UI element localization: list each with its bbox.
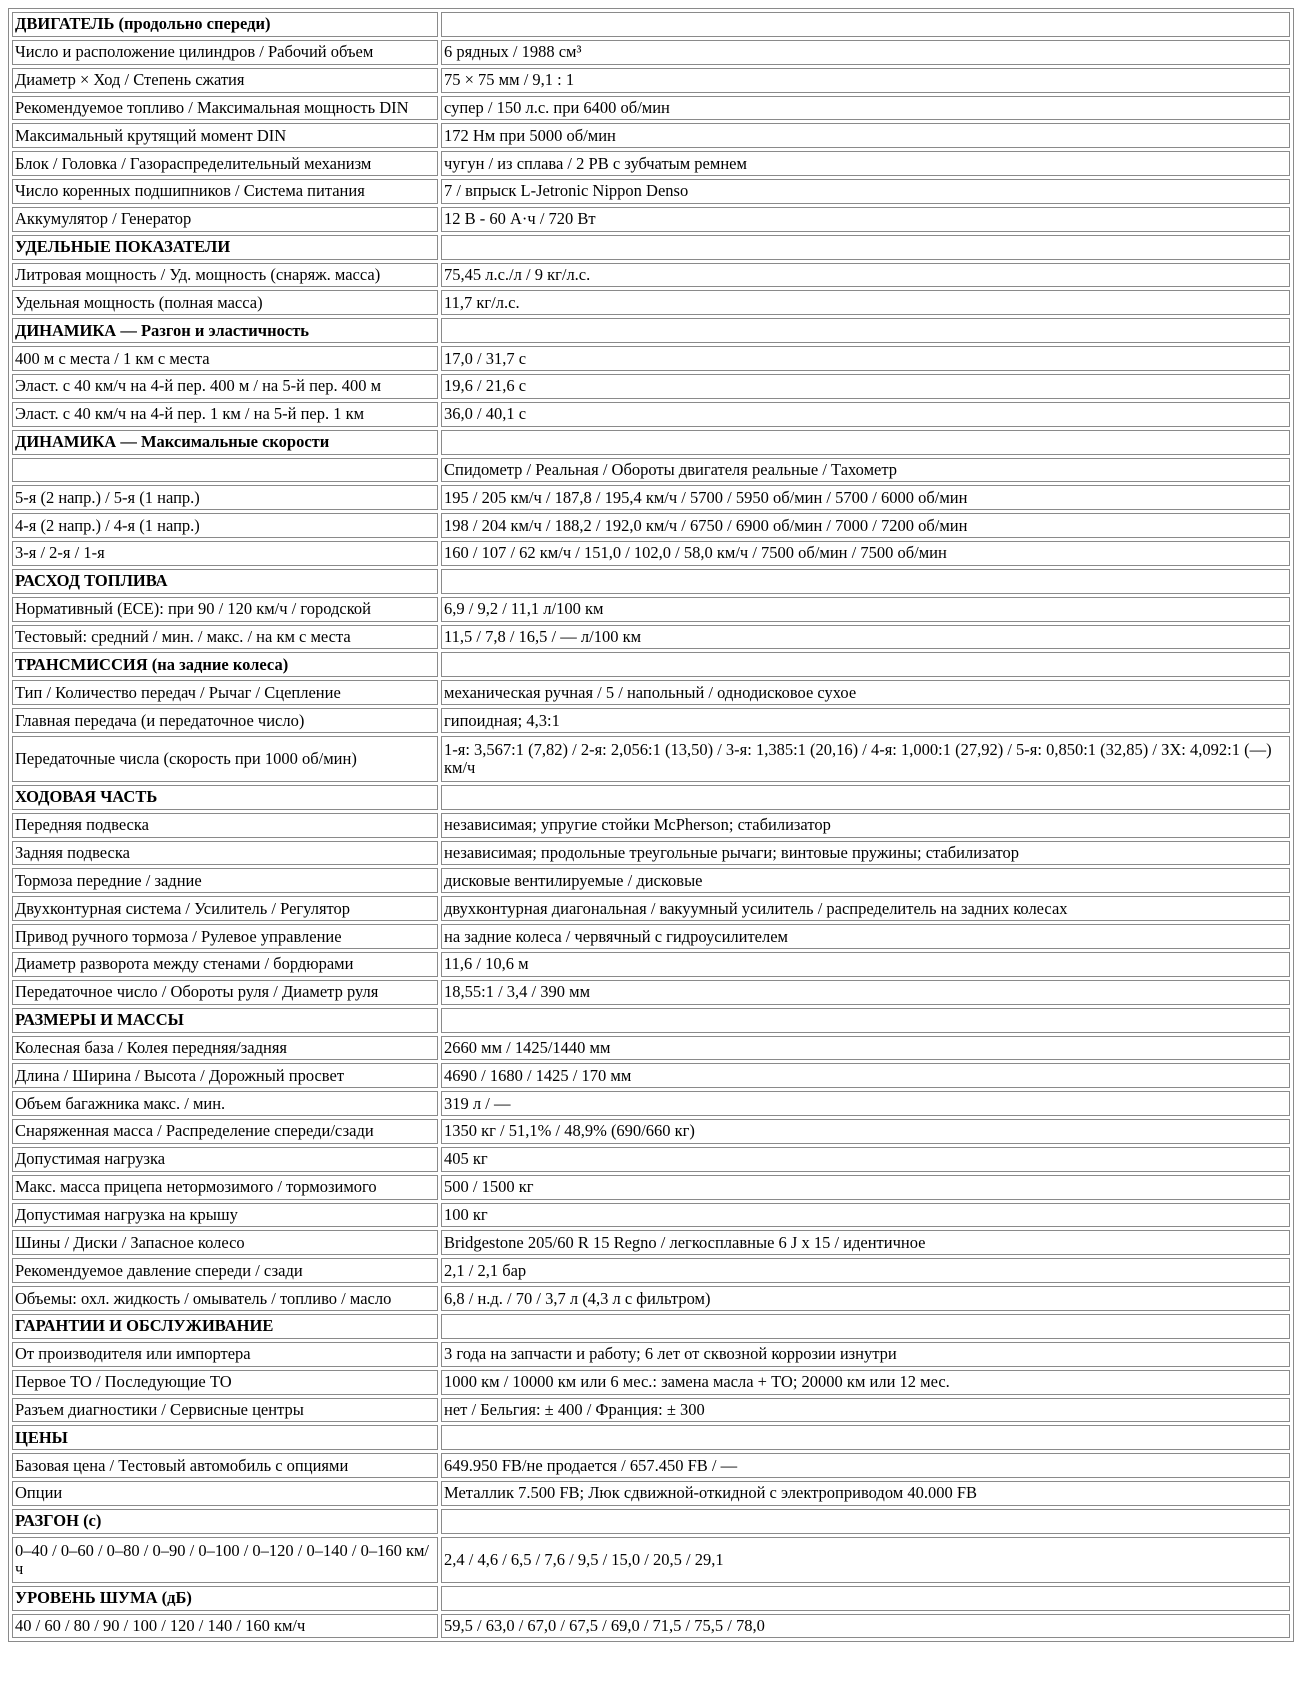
section-header-row bbox=[12, 1314, 1290, 1339]
spec-value: 198 / 204 км/ч / 188,2 / 192,0 км/ч / 6750 / 6900 об/мин / 7000 / 7200 об/мин bbox=[441, 513, 1290, 538]
spec-label: Допустимая нагрузка bbox=[12, 1147, 438, 1172]
spec-value: гипоидная; 4,3:1 bbox=[441, 708, 1290, 733]
section-title: РАСХОД ТОПЛИВА bbox=[12, 569, 438, 594]
table-row bbox=[12, 263, 1290, 288]
section-title: ДВИГАТЕЛЬ (продольно спереди) bbox=[12, 12, 438, 37]
spec-value bbox=[441, 1509, 1290, 1534]
table-row bbox=[12, 123, 1290, 148]
section-header-row bbox=[12, 12, 1290, 37]
spec-value: 59,5 / 63,0 / 67,0 / 67,5 / 69,0 / 71,5 / 75,5 / 78,0 bbox=[441, 1614, 1290, 1639]
spec-value: 195 / 205 км/ч / 187,8 / 195,4 км/ч / 5700 / 5950 об/мин / 5700 / 6000 об/мин bbox=[441, 485, 1290, 510]
section-title: УДЕЛЬНЫЕ ПОКАЗАТЕЛИ bbox=[12, 235, 438, 260]
spec-label: Удельная мощность (полная масса) bbox=[12, 290, 438, 315]
spec-value: 6 рядных / 1988 см³ bbox=[441, 40, 1290, 65]
spec-label: Тестовый: средний / мин. / макс. / на км с места bbox=[12, 625, 438, 650]
table-row bbox=[12, 96, 1290, 121]
spec-value: 12 В - 60 А·ч / 720 Вт bbox=[441, 207, 1290, 232]
table-row bbox=[12, 1481, 1290, 1506]
section-header-row bbox=[12, 1586, 1290, 1611]
spec-value: 11,7 кг/л.с. bbox=[441, 290, 1290, 315]
table-row bbox=[12, 1091, 1290, 1116]
spec-value: 7 / впрыск L-Jetronic Nippon Denso bbox=[441, 179, 1290, 204]
table-row bbox=[12, 1286, 1290, 1311]
table-row bbox=[12, 1258, 1290, 1283]
table-row bbox=[12, 1370, 1290, 1395]
spec-label: 5-я (2 напр.) / 5-я (1 напр.) bbox=[12, 485, 438, 510]
spec-value: 36,0 / 40,1 с bbox=[441, 402, 1290, 427]
table-row bbox=[12, 1175, 1290, 1200]
spec-value bbox=[441, 1425, 1290, 1450]
spec-value: Bridgestone 205/60 R 15 Regno / легкосплавные 6 J x 15 / идентичное bbox=[441, 1230, 1290, 1255]
spec-value: 6,8 / н.д. / 70 / 3,7 л (4,3 л с фильтром) bbox=[441, 1286, 1290, 1311]
table-row bbox=[12, 179, 1290, 204]
spec-label: 0–40 / 0–60 / 0–80 / 0–90 / 0–100 / 0–120 / 0–140 / 0–160 км/ч bbox=[12, 1537, 438, 1583]
spec-label: Рекомендуемое давление спереди / сзади bbox=[12, 1258, 438, 1283]
spec-value: Спидометр / Реальная / Обороты двигателя реальные / Тахометр bbox=[441, 458, 1290, 483]
spec-table bbox=[8, 8, 1294, 1642]
spec-label: Макс. масса прицепа нетормозимого / тормозимого bbox=[12, 1175, 438, 1200]
table-row bbox=[12, 736, 1290, 782]
spec-value: чугун / из сплава / 2 РВ с зубчатым ремнем bbox=[441, 151, 1290, 176]
table-row bbox=[12, 458, 1290, 483]
table-row bbox=[12, 597, 1290, 622]
table-row bbox=[12, 625, 1290, 650]
table-row bbox=[12, 952, 1290, 977]
spec-label: Эласт. с 40 км/ч на 4-й пер. 400 м / на 5-й пер. 400 м bbox=[12, 374, 438, 399]
spec-value: 1350 кг / 51,1% / 48,9% (690/660 кг) bbox=[441, 1119, 1290, 1144]
spec-value: 172 Нм при 5000 об/мин bbox=[441, 123, 1290, 148]
section-title: ДИНАМИКА — Максимальные скорости bbox=[12, 430, 438, 455]
spec-label: Эласт. с 40 км/ч на 4-й пер. 1 км / на 5-й пер. 1 км bbox=[12, 402, 438, 427]
spec-value: 1000 км / 10000 км или 6 мес.: замена масла + ТО; 20000 км или 12 мес. bbox=[441, 1370, 1290, 1395]
spec-label: Рекомендуемое топливо / Максимальная мощность DIN bbox=[12, 96, 438, 121]
table-row bbox=[12, 924, 1290, 949]
spec-label: Длина / Ширина / Высота / Дорожный просвет bbox=[12, 1063, 438, 1088]
table-row bbox=[12, 374, 1290, 399]
section-header-row bbox=[12, 1008, 1290, 1033]
spec-label: 40 / 60 / 80 / 90 / 100 / 120 / 140 / 160 км/ч bbox=[12, 1614, 438, 1639]
spec-value: 500 / 1500 кг bbox=[441, 1175, 1290, 1200]
spec-value: 2,4 / 4,6 / 6,5 / 7,6 / 9,5 / 15,0 / 20,5 / 29,1 bbox=[441, 1537, 1290, 1583]
spec-label: Задняя подвеска bbox=[12, 841, 438, 866]
section-title: ХОДОВАЯ ЧАСТЬ bbox=[12, 785, 438, 810]
section-header-row bbox=[12, 1425, 1290, 1450]
table-row bbox=[12, 513, 1290, 538]
spec-value: 1-я: 3,567:1 (7,82) / 2-я: 2,056:1 (13,50) / 3-я: 1,385:1 (20,16) / 4-я: 1,000:1 (27,92) / 5-я: 0,850:1 (32,85) / ЗХ: 4,092:1 (—) км/ч bbox=[441, 736, 1290, 782]
table-row bbox=[12, 680, 1290, 705]
section-title: РАЗМЕРЫ И МАССЫ bbox=[12, 1008, 438, 1033]
spec-value bbox=[441, 569, 1290, 594]
table-row bbox=[12, 1537, 1290, 1583]
spec-table-body bbox=[12, 12, 1290, 1638]
spec-value: 75,45 л.с./л / 9 кг/л.с. bbox=[441, 263, 1290, 288]
section-header-row bbox=[12, 318, 1290, 343]
table-row bbox=[12, 1036, 1290, 1061]
spec-label: Число коренных подшипников / Система питания bbox=[12, 179, 438, 204]
section-title: УРОВЕНЬ ШУМА (дБ) bbox=[12, 1586, 438, 1611]
spec-value bbox=[441, 318, 1290, 343]
spec-value: 649.950 FB/не продается / 657.450 FB / — bbox=[441, 1453, 1290, 1478]
spec-value: 3 года на запчасти и работу; 6 лет от сквозной коррозии изнутри bbox=[441, 1342, 1290, 1367]
table-row bbox=[12, 541, 1290, 566]
spec-label: Диаметр × Ход / Степень сжатия bbox=[12, 68, 438, 93]
spec-label bbox=[12, 458, 438, 483]
spec-label: Объемы: охл. жидкость / омыватель / топливо / масло bbox=[12, 1286, 438, 1311]
section-title: ДИНАМИКА — Разгон и эластичность bbox=[12, 318, 438, 343]
spec-label: Базовая цена / Тестовый автомобиль с опциями bbox=[12, 1453, 438, 1478]
table-row bbox=[12, 813, 1290, 838]
spec-label: Допустимая нагрузка на крышу bbox=[12, 1203, 438, 1228]
spec-label: 400 м с места / 1 км с места bbox=[12, 346, 438, 371]
spec-value: дисковые вентилируемые / дисковые bbox=[441, 868, 1290, 893]
spec-value: 319 л / — bbox=[441, 1091, 1290, 1116]
section-title: ТРАНСМИССИЯ (на задние колеса) bbox=[12, 652, 438, 677]
spec-value: Металлик 7.500 FB; Люк сдвижной-откидной с электроприводом 40.000 FB bbox=[441, 1481, 1290, 1506]
table-row bbox=[12, 485, 1290, 510]
spec-value: механическая ручная / 5 / напольный / однодисковое сухое bbox=[441, 680, 1290, 705]
table-row bbox=[12, 151, 1290, 176]
table-row bbox=[12, 1398, 1290, 1423]
spec-label: Первое ТО / Последующие ТО bbox=[12, 1370, 438, 1395]
spec-value bbox=[441, 1586, 1290, 1611]
spec-label: От производителя или импортера bbox=[12, 1342, 438, 1367]
table-row bbox=[12, 1614, 1290, 1639]
spec-label: Тормоза передние / задние bbox=[12, 868, 438, 893]
table-row bbox=[12, 1147, 1290, 1172]
spec-value bbox=[441, 12, 1290, 37]
spec-value: нет / Бельгия: ± 400 / Франция: ± 300 bbox=[441, 1398, 1290, 1423]
spec-label: Разъем диагностики / Сервисные центры bbox=[12, 1398, 438, 1423]
spec-value bbox=[441, 430, 1290, 455]
spec-value: 75 × 75 мм / 9,1 : 1 bbox=[441, 68, 1290, 93]
spec-value: 19,6 / 21,6 с bbox=[441, 374, 1290, 399]
spec-label: Снаряженная масса / Распределение спереди/сзади bbox=[12, 1119, 438, 1144]
spec-value: независимая; продольные треугольные рычаги; винтовые пружины; стабилизатор bbox=[441, 841, 1290, 866]
table-row bbox=[12, 1119, 1290, 1144]
spec-label: Тип / Количество передач / Рычаг / Сцепление bbox=[12, 680, 438, 705]
spec-label: Колесная база / Колея передняя/задняя bbox=[12, 1036, 438, 1061]
spec-value bbox=[441, 785, 1290, 810]
spec-value: 11,5 / 7,8 / 16,5 / — л/100 км bbox=[441, 625, 1290, 650]
section-title: ЦЕНЫ bbox=[12, 1425, 438, 1450]
spec-value: двухконтурная диагональная / вакуумный усилитель / распределитель на задних колесах bbox=[441, 896, 1290, 921]
spec-value: независимая; упругие стойки McPherson; стабилизатор bbox=[441, 813, 1290, 838]
section-header-row bbox=[12, 785, 1290, 810]
spec-label: Блок / Головка / Газораспределительный механизм bbox=[12, 151, 438, 176]
spec-label: Главная передача (и передаточное число) bbox=[12, 708, 438, 733]
spec-label: Нормативный (ECE): при 90 / 120 км/ч / городской bbox=[12, 597, 438, 622]
spec-value: 18,55:1 / 3,4 / 390 мм bbox=[441, 980, 1290, 1005]
table-row bbox=[12, 841, 1290, 866]
spec-value: 4690 / 1680 / 1425 / 170 мм bbox=[441, 1063, 1290, 1088]
spec-value: 100 кг bbox=[441, 1203, 1290, 1228]
spec-value: 6,9 / 9,2 / 11,1 л/100 км bbox=[441, 597, 1290, 622]
spec-label: Шины / Диски / Запасное колесо bbox=[12, 1230, 438, 1255]
table-row bbox=[12, 1203, 1290, 1228]
spec-label: Диаметр разворота между стенами / бордюрами bbox=[12, 952, 438, 977]
section-title: РАЗГОН (с) bbox=[12, 1509, 438, 1534]
table-row bbox=[12, 980, 1290, 1005]
spec-label: Максимальный крутящий момент DIN bbox=[12, 123, 438, 148]
spec-value: супер / 150 л.с. при 6400 об/мин bbox=[441, 96, 1290, 121]
section-header-row bbox=[12, 1509, 1290, 1534]
section-header-row bbox=[12, 652, 1290, 677]
spec-label: Число и расположение цилиндров / Рабочий объем bbox=[12, 40, 438, 65]
spec-value bbox=[441, 235, 1290, 260]
spec-label: 3-я / 2-я / 1-я bbox=[12, 541, 438, 566]
table-row bbox=[12, 896, 1290, 921]
table-row bbox=[12, 1230, 1290, 1255]
table-row bbox=[12, 402, 1290, 427]
spec-value: 405 кг bbox=[441, 1147, 1290, 1172]
table-row bbox=[12, 40, 1290, 65]
spec-label: Литровая мощность / Уд. мощность (снаряж. масса) bbox=[12, 263, 438, 288]
spec-value: 11,6 / 10,6 м bbox=[441, 952, 1290, 977]
spec-value: 17,0 / 31,7 с bbox=[441, 346, 1290, 371]
spec-label: Аккумулятор / Генератор bbox=[12, 207, 438, 232]
section-header-row bbox=[12, 235, 1290, 260]
spec-value bbox=[441, 652, 1290, 677]
table-row bbox=[12, 290, 1290, 315]
spec-label: Передняя подвеска bbox=[12, 813, 438, 838]
section-title: ГАРАНТИИ И ОБСЛУЖИВАНИЕ bbox=[12, 1314, 438, 1339]
spec-label: Двухконтурная система / Усилитель / Регулятор bbox=[12, 896, 438, 921]
spec-value bbox=[441, 1314, 1290, 1339]
table-row bbox=[12, 207, 1290, 232]
spec-label: Передаточные числа (скорость при 1000 об/мин) bbox=[12, 736, 438, 782]
section-header-row bbox=[12, 430, 1290, 455]
spec-label: Привод ручного тормоза / Рулевое управление bbox=[12, 924, 438, 949]
table-row bbox=[12, 1453, 1290, 1478]
spec-value: 2660 мм / 1425/1440 мм bbox=[441, 1036, 1290, 1061]
spec-value bbox=[441, 1008, 1290, 1033]
spec-label: Объем багажника макс. / мин. bbox=[12, 1091, 438, 1116]
table-row bbox=[12, 346, 1290, 371]
spec-value: на задние колеса / червячный с гидроусилителем bbox=[441, 924, 1290, 949]
spec-label: Опции bbox=[12, 1481, 438, 1506]
spec-value: 2,1 / 2,1 бар bbox=[441, 1258, 1290, 1283]
spec-label: Передаточное число / Обороты руля / Диаметр руля bbox=[12, 980, 438, 1005]
table-row bbox=[12, 1342, 1290, 1367]
table-row bbox=[12, 868, 1290, 893]
table-row bbox=[12, 1063, 1290, 1088]
spec-label: 4-я (2 напр.) / 4-я (1 напр.) bbox=[12, 513, 438, 538]
section-header-row bbox=[12, 569, 1290, 594]
table-row bbox=[12, 708, 1290, 733]
table-row bbox=[12, 68, 1290, 93]
spec-value: 160 / 107 / 62 км/ч / 151,0 / 102,0 / 58,0 км/ч / 7500 об/мин / 7500 об/мин bbox=[441, 541, 1290, 566]
